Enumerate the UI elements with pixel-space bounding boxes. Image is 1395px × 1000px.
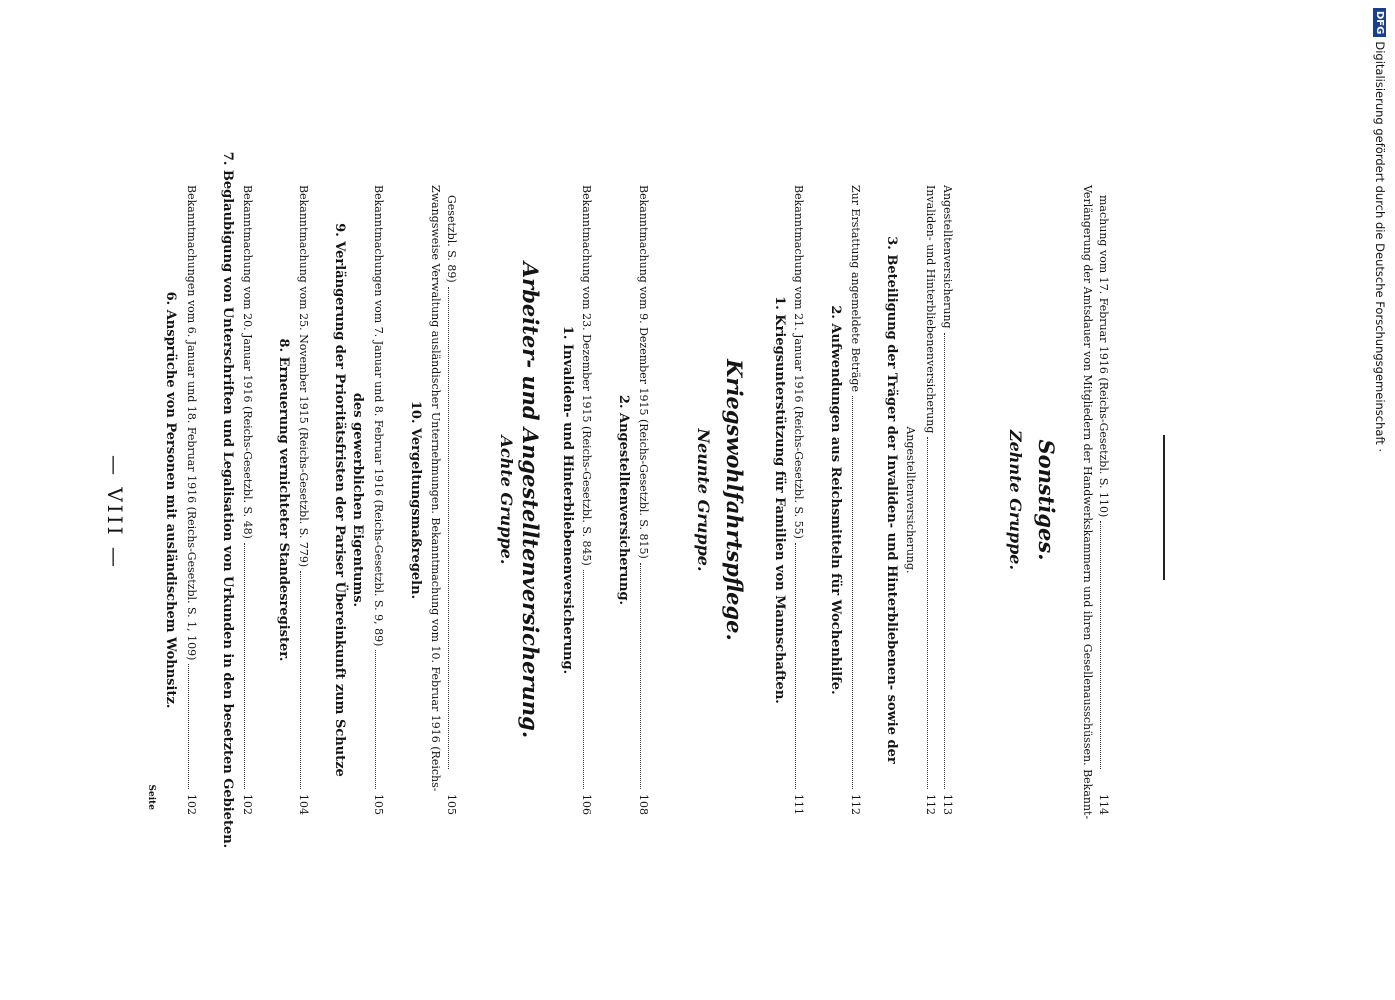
entry-page: 112 [849,794,862,815]
entry-page: 112 [924,794,937,815]
entry-text: Bekanntmachung vom 23. Dezember 1915 (Reichs-Gesetzbl. S. 845) [580,185,593,566]
entry-text: Verlängerung der Amtsdauer von Mitgliedern der Handwerkskammern und ihren Gesellenausschüssen. Bekannt- [1081,185,1094,820]
group-9-label: Neunte Gruppe. [694,428,713,572]
entry-text: Bekanntmachung vom 25. November 1915 (Reichs-Gesetzbl. S. 779) [297,185,310,568]
section-7-entry [241,185,254,815]
section-6-entry [185,185,198,815]
section-9-title-line2: des gewerblichen Eigentums. [350,392,365,608]
section-10-entry-line2 [445,195,458,815]
group-8-section-2-entry [637,185,650,815]
dot-leader [927,437,928,789]
dot-leader [640,563,641,789]
dot-leader [244,543,245,789]
entry-text: Bekanntmachung vom 21. Januar 1916 (Reichs-Gesetzbl. S. 55) [792,185,805,539]
dfg-logo: DFG [1374,8,1387,37]
group-9-section-1-title: 1. Kriegsunterstützung für Familien von Mannschaften. [772,296,787,704]
group-10-entry-line2 [1097,195,1110,815]
dot-leader [300,571,301,789]
dot-leader [795,543,796,789]
section-6-title: 6. Ansprüche von Personen mit ausländischem Wohnsitz. [163,291,178,709]
page-header [103,455,127,570]
section-9-title-line1: 9. Verlängerung der Prioritätsfristen der Pariser Übereinkunft zum Schutze [332,223,347,777]
entry-page: 102 [241,794,254,815]
group-8-label: Achte Gruppe. [497,435,516,565]
digitization-note [1365,8,1395,453]
group-9-section-3-title-line2: Angestelltenversicherung. [904,426,917,574]
entry-text: Bekanntmachung vom 9. Dezember 1915 (Reichs-Gesetzbl. S. 815) [637,185,650,559]
dot-leader [375,650,376,789]
dot-leader [448,287,449,769]
entry-text: Zur Erstattung angemeldete Beträge [849,185,862,392]
entry-page: 111 [792,794,805,815]
page-numeral: VIII [103,487,127,538]
end-rule [1163,435,1165,580]
digitization-band [1369,8,1391,453]
dot-leader [583,570,584,789]
dot-leader [1100,521,1101,769]
section-10-title: 10. Vergeltungsmaßregeln. [408,400,423,600]
entry-text: Angestelltenversicherung [941,185,954,329]
entry-page: 114 [1097,794,1110,815]
group-9-section-3-entry-b [941,185,954,815]
group-10-label: Zehnte Gruppe. [1006,429,1025,571]
dot-leader [188,664,189,789]
entry-page: 113 [941,794,954,815]
group-8-section-2-title: 2. Angestelltenversicherung. [616,394,631,606]
group-8-section-1-title: 1. Invaliden- und Hinterbliebenenversicherung. [560,325,575,675]
group-10-name: Sonstiges. [1034,439,1059,561]
group-9-name: Kriegswohlfahrtspflege. [722,359,747,641]
digitization-text: Digitalisierung gefördert durch die Deutsche Forschungsgemeinschaft · [1373,41,1387,453]
entry-page: 105 [372,794,385,815]
entry-text: Bekanntmachung vom 20. Januar 1916 (Reichs-Gesetzbl. S. 48) [241,185,254,539]
section-10-entry-line1 [429,185,442,815]
group-10-entry-line1 [1081,185,1094,820]
header-dash-left: — [103,455,127,478]
seite-label: Seite [146,784,156,810]
dot-leader [944,333,945,789]
entry-page: 108 [637,794,650,815]
dot-leader [852,396,853,789]
header-dash-right: — [103,546,127,570]
entry-text-cont: Gesetzbl. S. 89) [445,195,458,283]
entry-page: 102 [185,794,198,815]
entry-page: 105 [445,794,458,815]
entry-text: Bekanntmachungen vom 7. Januar und 8. Februar 1916 (Reichs-Gesetzbl. S. 9, 89) [372,185,385,647]
group-9-section-2-title: 2. Aufwendungen aus Reichsmitteln für Wochenhilfe. [828,305,843,695]
section-9-entry [372,185,385,815]
group-9-section-3-title-line1: 3. Beteiligung der Träger der Invaliden- und Hinterbliebenen- sowie der [884,236,899,764]
entry-text: Invaliden- und Hinterbliebenenversicherung [924,185,937,434]
entry-text-cont: machung vom 17. Februar 1916 (Reichs-Gesetzbl. S. 110) [1097,195,1110,518]
group-8-name: Arbeiter- und Angestelltenversicherung. [518,261,543,739]
group-8-section-1-entry [580,185,593,815]
entry-text: Bekanntmachungen vom 6. Januar und 18. Februar 1916 (Reichs-Gesetzbl. S. 1, 109) [185,185,198,661]
group-9-section-3-entry-a [924,185,937,815]
section-8-title: 8. Erneuerung vernichteter Standesregister. [276,338,291,662]
entry-page: 106 [580,794,593,815]
entry-page: 104 [297,794,310,815]
entry-text: Zwangsweise Verwaltung ausländischer Unternehmungen. Bekanntmachung vom 10. Februar 1916 (Reichs- [429,185,442,792]
group-9-section-1-entry [792,185,805,815]
section-7-title: 7. Beglaubigung von Unterschriften und Legalisation von Urkunden in den besetzten Gebieten. [220,151,235,849]
section-8-entry [297,185,310,815]
group-9-section-2-entry [849,185,862,815]
